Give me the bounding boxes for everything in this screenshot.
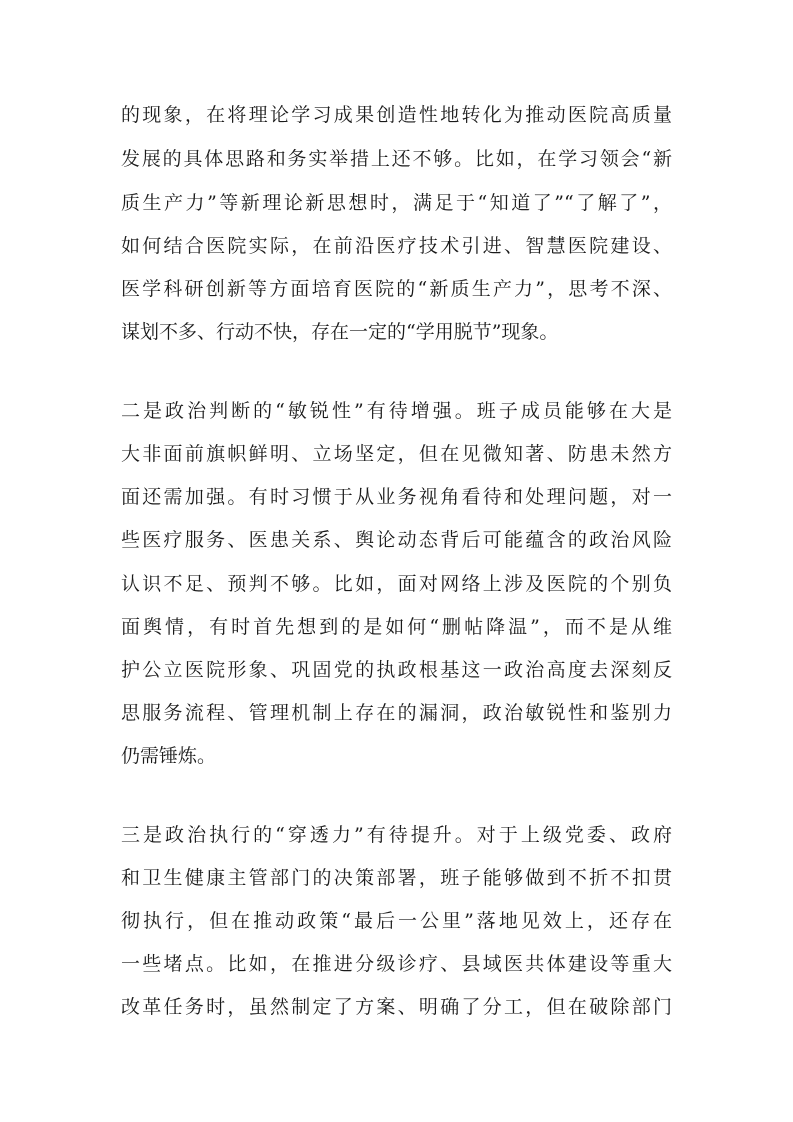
paragraph-line: 认识不足、预判不够。比如，面对网络上涉及医院的个别负 <box>121 573 672 595</box>
paragraph-line: 些医疗服务、医患关系、舆论动态背后可能蕴含的政治风险 <box>121 529 672 551</box>
paragraph-line: 彻执行，但在推动政策“最后一公里”落地见效上，还存在 <box>121 910 672 932</box>
paragraph-line: 二是政治判断的“敏锐性”有待增强。班子成员能够在大是 <box>121 400 672 422</box>
paragraph-line: 如何结合医院实际，在前沿医疗技术引进、智慧医院建设、 <box>121 235 672 257</box>
paragraph-line: 质生产力”等新理论新思想时，满足于“知道了”“了解了”， <box>121 192 672 214</box>
paragraph-line: 的现象，在将理论学习成果创造性地转化为推动医院高质量 <box>121 104 672 126</box>
paragraph-line: 面还需加强。有时习惯于从业务视角看待和处理问题，对一 <box>121 486 672 508</box>
paragraph-line: 面舆情，有时首先想到的是如何“删帖降温”，而不是从维 <box>121 616 672 638</box>
paragraph-line: 思服务流程、管理机制上存在的漏洞，政治敏锐性和鉴别力 <box>121 702 672 724</box>
paragraph-line: 和卫生健康主管部门的决策部署，班子能够做到不折不扣贯 <box>121 867 672 889</box>
paragraph-line: 大非面前旗帜鲜明、立场坚定，但在见微知著、防患未然方 <box>121 443 672 465</box>
paragraph-line: 发展的具体思路和务实举措上还不够。比如，在学习领会“新 <box>121 148 672 170</box>
paragraph-line: 谋划不多、行动不快，存在一定的“学用脱节”现象。 <box>121 321 559 343</box>
paragraph-line: 医学科研创新等方面培育医院的“新质生产力”，思考不深、 <box>121 278 672 300</box>
paragraph-line: 一些堵点。比如，在推进分级诊疗、县域医共体建设等重大 <box>121 953 672 975</box>
paragraph-line: 护公立医院形象、巩固党的执政根基这一政治高度去深刻反 <box>121 659 672 681</box>
paragraph-line: 仍需锤炼。 <box>121 745 217 767</box>
paragraph-line: 改革任务时，虽然制定了方案、明确了分工，但在破除部门 <box>121 996 672 1018</box>
paragraph-line: 三是政治执行的“穿透力”有待提升。对于上级党委、政府 <box>121 824 672 846</box>
